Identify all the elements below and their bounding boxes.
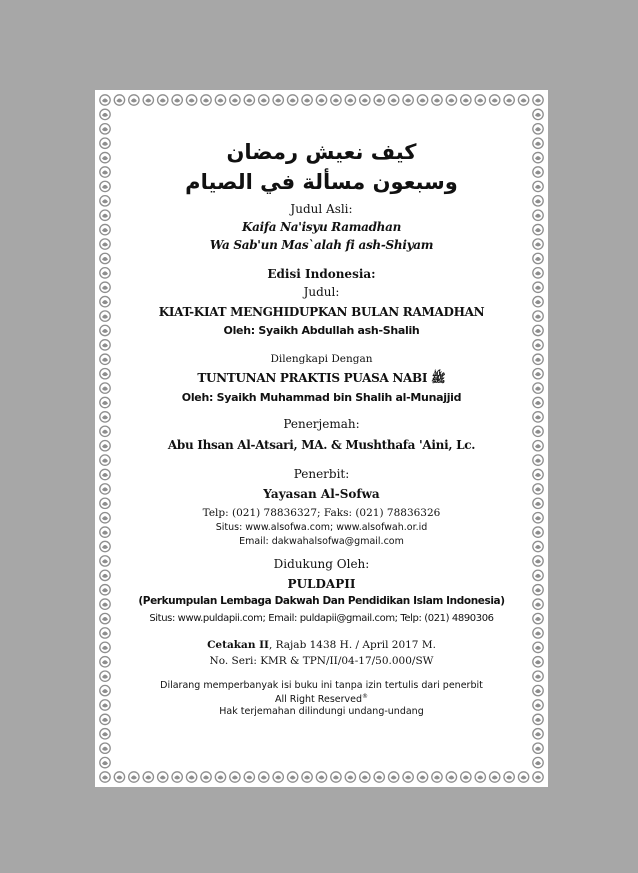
- border-ornament-38: [374, 95, 384, 105]
- border-ornament-15: [201, 772, 211, 782]
- border-ornament-27: [287, 772, 297, 782]
- border-ornament-63: [533, 109, 543, 119]
- registered-mark: ®: [362, 693, 369, 700]
- border-ornament-40: [388, 95, 398, 105]
- border-ornament-14: [201, 95, 211, 105]
- border-ornament-60: [533, 95, 543, 105]
- border-ornament-58: [518, 95, 528, 105]
- rights-line-1: Dilarang memperbanyak isi buku ini tanpa izin tertulis dari penerbit: [160, 680, 483, 691]
- border-ornament-4: [129, 95, 139, 105]
- border-ornament-150: [100, 743, 110, 753]
- border-ornament-110: [100, 455, 110, 465]
- supplement-title-text: TUNTUNAN PRAKTIS PUASA NABI: [197, 371, 428, 385]
- border-ornament-23: [259, 772, 269, 782]
- border-ornament-12: [186, 95, 196, 105]
- border-ornament-94: [100, 340, 110, 350]
- border-ornament-56: [504, 95, 514, 105]
- translators: Abu Ihsan Al-Atsari, MA. & Mushthafa 'Aini, Lc.: [167, 438, 476, 452]
- original-title-label: Judul Asli:: [290, 202, 353, 216]
- border-ornament-52: [475, 95, 485, 105]
- border-ornament-149: [533, 729, 543, 739]
- printing-date: , Rajab 1438 H. / April 2017 M.: [268, 639, 436, 651]
- border-ornament-48: [446, 95, 456, 105]
- border-ornament-83: [533, 253, 543, 263]
- publisher-name: Yayasan Al-Sofwa: [263, 487, 380, 501]
- border-ornament-6: [143, 95, 153, 105]
- border-ornament-33: [331, 772, 341, 782]
- rights-line-3: Hak terjemahan dilindungi undang-undang: [219, 706, 424, 717]
- supplement-title: [35, 371, 608, 388]
- border-ornament-134: [100, 628, 110, 638]
- border-ornament-41: [388, 772, 398, 782]
- border-ornament-153: [533, 757, 543, 767]
- publisher-phone: Telp: (021) 78836327; Faks: (021) 78836326: [202, 507, 441, 519]
- border-ornament-9: [158, 772, 168, 782]
- border-ornament-16: [215, 95, 225, 105]
- publisher-label: Penerbit:: [293, 467, 350, 481]
- border-ornament-36: [360, 95, 370, 105]
- rights-reserved: All Right Reserved: [274, 694, 363, 706]
- border-ornament-53: [475, 772, 485, 782]
- border-ornament-24: [273, 95, 283, 105]
- border-ornament-13: [186, 772, 196, 782]
- border-ornament-64: [100, 124, 110, 134]
- border-ornament-62: [100, 109, 110, 119]
- border-ornament-1: [100, 772, 110, 782]
- border-ornament-3: [114, 772, 124, 782]
- publisher-sites: Situs: www.alsofwa.com; www.alsofwah.or.id: [215, 522, 428, 533]
- printing-edition: Cetakan II: [207, 639, 269, 651]
- main-author: Oleh: Syaikh Abdullah ash-Shalih: [223, 324, 420, 337]
- translator-label: Penerjemah:: [283, 417, 360, 431]
- border-ornament-43: [403, 772, 413, 782]
- border-ornament-57: [504, 772, 514, 782]
- original-title-line-2: Wa Sab'un Mas`alah fi ash-Shiyam: [209, 238, 434, 252]
- border-ornament-54: [490, 95, 500, 105]
- border-ornament-45: [417, 772, 427, 782]
- border-ornament-47: [432, 772, 442, 782]
- border-ornament-37: [360, 772, 370, 782]
- supporter-contact: Situs: www.puldapii.com; Email: puldapii@gmail.com; Telp: (021) 4890306: [149, 613, 494, 624]
- printing-info: [35, 639, 608, 651]
- border-ornament-5: [129, 772, 139, 782]
- border-ornament-18: [230, 95, 240, 105]
- arabic-title-line-2: وسبعون مسألة في الصيام: [185, 170, 458, 194]
- border-ornament-148: [100, 729, 110, 739]
- border-ornament-21: [244, 772, 254, 782]
- arabic-title-line-1: كيف نعيش رمضان: [226, 140, 417, 164]
- border-ornament-152: [100, 757, 110, 767]
- border-ornament-82: [100, 253, 110, 263]
- border-ornament-50: [461, 95, 471, 105]
- border-ornament-135: [533, 628, 543, 638]
- supplement-author: Oleh: Syaikh Muhammad bin Shalih al-Munajjid: [181, 391, 462, 404]
- main-title: KIAT-KIAT MENGHIDUPKAN BULAN RAMADHAN: [158, 305, 485, 319]
- border-ornament-49: [446, 772, 456, 782]
- border-ornament-19: [230, 772, 240, 782]
- border-ornament-22: [259, 95, 269, 105]
- border-ornament-10: [172, 95, 182, 105]
- border-ornament-17: [215, 772, 225, 782]
- border-ornament-34: [345, 95, 355, 105]
- border-ornament-11: [172, 772, 182, 782]
- border-ornament-29: [302, 772, 312, 782]
- serial-number: No. Seri: KMR & TPN/II/04-17/50.000/SW: [209, 655, 434, 667]
- copyright-page: [95, 90, 548, 787]
- original-title-line-1: Kaifa Na'isyu Ramadhan: [242, 220, 401, 234]
- border-ornament-42: [403, 95, 413, 105]
- border-ornament-95: [533, 340, 543, 350]
- border-ornament-65: [533, 124, 543, 134]
- border-ornament-61: [533, 772, 543, 782]
- border-ornament-46: [432, 95, 442, 105]
- title-label: Judul:: [303, 285, 340, 299]
- support-label: Didukung Oleh:: [273, 557, 370, 571]
- border-ornament-111: [533, 455, 543, 465]
- edition-label: Edisi Indonesia:: [267, 267, 376, 281]
- border-ornament-55: [490, 772, 500, 782]
- border-ornament-0: [100, 95, 110, 105]
- border-ornament-2: [114, 95, 124, 105]
- border-ornament-35: [345, 772, 355, 782]
- rights-line-2: [35, 693, 608, 705]
- border-ornament-31: [316, 772, 326, 782]
- border-ornament-39: [374, 772, 384, 782]
- border-ornament-8: [158, 95, 168, 105]
- border-ornament-20: [244, 95, 254, 105]
- border-ornament-44: [417, 95, 427, 105]
- supporter-name: PULDAPII: [287, 577, 356, 591]
- border-ornament-32: [331, 95, 341, 105]
- border-ornament-26: [287, 95, 297, 105]
- publisher-email: Email: dakwahalsofwa@gmail.com: [239, 536, 404, 547]
- border-ornament-59: [518, 772, 528, 782]
- border-ornament-151: [533, 743, 543, 753]
- supporter-full-name: (Perkumpulan Lembaga Dakwah Dan Pendidikan Islam Indonesia): [138, 595, 505, 607]
- border-ornament-25: [273, 772, 283, 782]
- border-ornament-51: [461, 772, 471, 782]
- border-ornament-28: [302, 95, 312, 105]
- border-ornament-7: [143, 772, 153, 782]
- border-ornament-30: [316, 95, 326, 105]
- supplement-label: Dilengkapi Dengan: [270, 353, 373, 365]
- honorific-symbol: ﷺ: [431, 371, 446, 385]
